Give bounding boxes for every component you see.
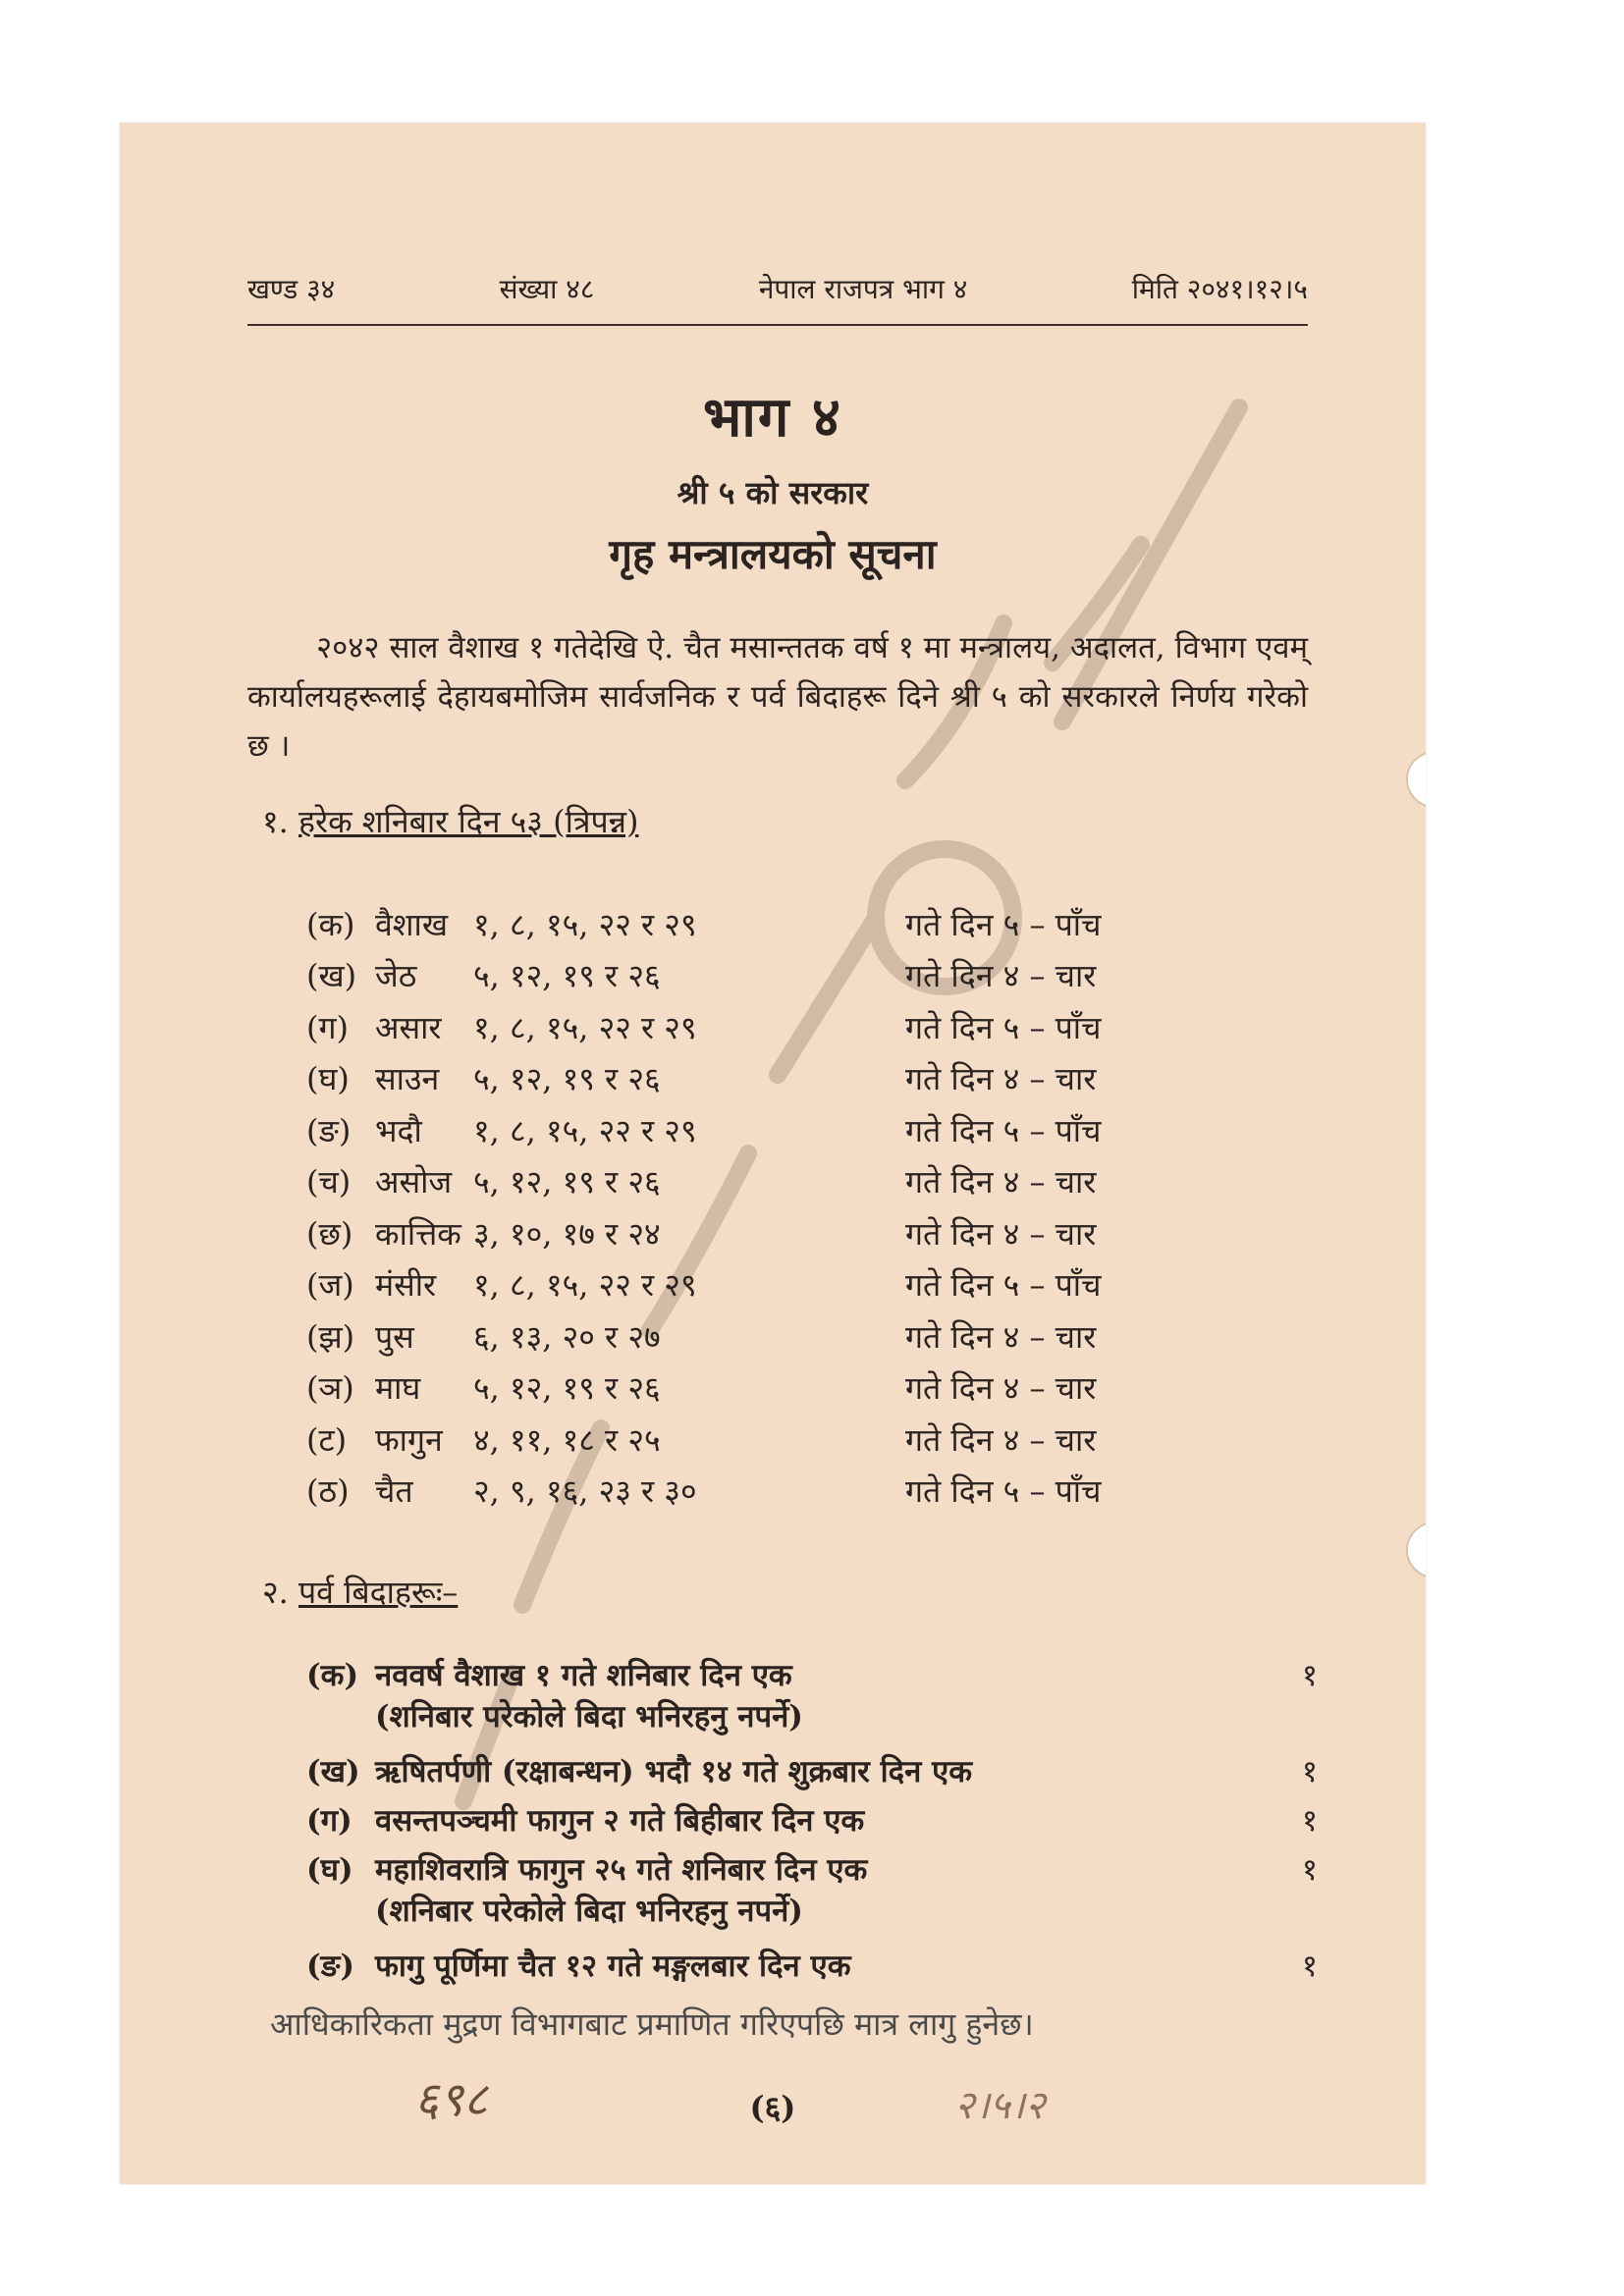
month-total: गते दिन ४ – चार	[905, 1369, 1097, 1408]
list-item	[306, 1310, 1318, 1362]
month-total: गते दिन ४ – चार	[905, 1163, 1097, 1201]
list-item	[306, 898, 1318, 950]
month-dates: ५, १२, १९ र २६	[473, 1369, 661, 1408]
item-key: (ज)	[306, 1266, 354, 1305]
month-dates: १, ८, १५, २२ र २९	[473, 1111, 697, 1149]
item-key: (ङ)	[306, 1949, 355, 1984]
month-dates: ४, ११, १८ र २५	[473, 1420, 661, 1459]
item-key: (ठ)	[306, 1472, 350, 1511]
month-name: भदौ	[375, 1111, 422, 1149]
festival-text: महाशिवरात्रि फागुन २५ गते शनिबार दिन एक	[375, 1852, 868, 1888]
month-total: गते दिन ४ – चार	[905, 1317, 1097, 1356]
issue-number: संख्या ४८	[499, 273, 595, 305]
month-total: गते दिन ५ – पाँच	[905, 1008, 1102, 1046]
item-key: (छ)	[306, 1214, 353, 1253]
month-name: वैशाख	[375, 905, 449, 943]
festival-count: १	[1301, 1852, 1318, 1888]
festival-note: (शनिबार परेकोले बिदा भनिरहनु नपर्ने)	[375, 1699, 803, 1735]
month-total: गते दिन ५ – पाँच	[905, 1111, 1102, 1149]
month-total: गते दिन ४ – चार	[905, 1214, 1097, 1253]
handwritten-number: ६९८	[414, 2072, 488, 2127]
list-item	[306, 1654, 1318, 1736]
month-name: फागुन	[375, 1420, 443, 1459]
authenticity-footer: आधिकारिकता मुद्रण विभागबाट प्रमाणित गरिएपछि मात्र लागु हुनेछ।	[270, 2005, 1034, 2043]
month-name: कात्तिक	[375, 1214, 461, 1253]
item-key: (ग)	[306, 1803, 352, 1839]
festival-count: १	[1301, 1803, 1318, 1839]
month-total: गते दिन ४ – चार	[905, 1060, 1097, 1098]
section-2-number: २.	[262, 1574, 289, 1611]
month-dates: ५, १२, १९ र २६	[473, 1163, 661, 1201]
item-key: (ञ)	[306, 1369, 354, 1408]
section-1-heading	[262, 800, 638, 842]
item-key: (च)	[306, 1163, 352, 1201]
list-item	[306, 1466, 1318, 1518]
month-dates: २, ९, १६, २३ र ३०	[473, 1472, 697, 1511]
list-item	[306, 1362, 1318, 1415]
list-item	[306, 1259, 1318, 1311]
page-title: भाग ४	[702, 385, 843, 450]
list-item	[306, 1156, 1318, 1208]
month-name: असार	[375, 1008, 442, 1046]
festival-count: १	[1301, 1949, 1318, 1984]
month-total: गते दिन ४ – चार	[905, 1420, 1097, 1459]
item-key: (क)	[306, 905, 355, 943]
gazette-name: नेपाल राजपत्र भाग ४	[758, 273, 968, 305]
month-total: गते दिन ४ – चार	[905, 957, 1097, 995]
government-heading: श्री ५ को सरकार	[677, 474, 869, 511]
festival-text: फागु पूर्णिमा चैत १२ गते मङ्गलबार दिन एक	[375, 1949, 851, 1984]
gazette-page	[120, 123, 1426, 2184]
list-item	[306, 1750, 1318, 1791]
item-key: (घ)	[306, 1852, 353, 1888]
month-name: असोज	[375, 1163, 453, 1201]
punch-hole-top	[1406, 751, 1426, 808]
list-item	[306, 1848, 1318, 1931]
item-key: (क)	[306, 1658, 359, 1693]
section-1-number: १.	[262, 803, 289, 840]
list-item	[306, 1207, 1318, 1259]
header-divider	[247, 324, 1308, 326]
festival-text: वसन्तपञ्चमी फागुन २ गते बिहीबार दिन एक	[375, 1803, 865, 1839]
month-dates: ५, १२, १९ र २६	[473, 1060, 661, 1098]
notice-heading: गृह मन्त्रालयको सूचना	[609, 530, 937, 578]
month-name: चैत	[375, 1472, 413, 1511]
punch-hole-bottom	[1406, 1522, 1426, 1578]
item-key: (झ)	[306, 1317, 355, 1356]
handwritten-mark: २।५।२	[954, 2083, 1046, 2128]
festival-count: १	[1301, 1754, 1318, 1789]
month-name: मंसीर	[375, 1266, 437, 1305]
page-number: (६)	[749, 2089, 796, 2126]
item-key: (ग)	[306, 1008, 349, 1046]
festival-text: ऋषितर्पणी (रक्षाबन्धन) भदौ १४ गते शुक्रबार दिन एक	[375, 1754, 973, 1789]
item-key: (ख)	[306, 957, 357, 995]
section-2-title: पर्व बिदाहरूः–	[298, 1574, 459, 1611]
list-item	[306, 1053, 1318, 1105]
month-name: साउन	[375, 1060, 440, 1098]
header-line	[247, 270, 1308, 307]
month-total: गते दिन ५ – पाँच	[905, 1266, 1102, 1305]
list-item	[306, 1001, 1318, 1053]
month-dates: ६, १३, २० र २७	[473, 1317, 661, 1356]
festival-text: नववर्ष वैशाख १ गते शनिबार दिन एक	[375, 1658, 792, 1693]
item-key: (ख)	[306, 1754, 360, 1789]
month-name: माघ	[375, 1369, 421, 1408]
month-name: पुस	[375, 1317, 414, 1356]
month-total: गते दिन ५ – पाँच	[905, 1472, 1102, 1511]
list-item	[306, 1414, 1318, 1466]
month-total: गते दिन ५ – पाँच	[905, 905, 1102, 943]
volume-number: खण्ड ३४	[247, 273, 336, 305]
list-item	[306, 1104, 1318, 1156]
month-dates: ३, १०, १७ र २४	[473, 1214, 661, 1253]
festival-list	[306, 1654, 1318, 1986]
month-dates: १, ८, १५, २२ र २९	[473, 1266, 697, 1305]
list-item	[306, 1799, 1318, 1841]
month-dates: ५, १२, १९ र २६	[473, 957, 661, 995]
festival-count: १	[1301, 1658, 1318, 1693]
month-dates: १, ८, १५, २२ र २९	[473, 1008, 697, 1046]
list-item	[306, 1945, 1318, 1986]
issue-date: मिति २०४१।१२।५	[1131, 273, 1308, 305]
list-item	[306, 950, 1318, 1002]
saturday-list	[306, 898, 1318, 1517]
month-dates: १, ८, १५, २२ र २९	[473, 905, 697, 943]
item-key: (ट)	[306, 1420, 348, 1459]
month-name: जेठ	[375, 957, 417, 995]
item-key: (घ)	[306, 1060, 350, 1098]
festival-note: (शनिबार परेकोले बिदा भनिरहनु नपर्ने)	[375, 1894, 803, 1929]
item-key: (ङ)	[306, 1111, 352, 1149]
section-1-title: हरेक शनिबार दिन ५३ (त्रिपन्न)	[298, 803, 639, 840]
section-2-heading	[262, 1571, 458, 1613]
intro-paragraph: २०४२ साल वैशाख १ गतेदेखि ऐ. चैत मसान्ततक वर्ष १ मा मन्त्रालय, अदालत, विभाग एवम् कार्यालयहरूलाई देहायबमोजिम सार्वजनिक र पर्व बिदाहरू दिने श्री ५ को सरकारले निर्णय गरेको छ ।	[247, 630, 1308, 764]
